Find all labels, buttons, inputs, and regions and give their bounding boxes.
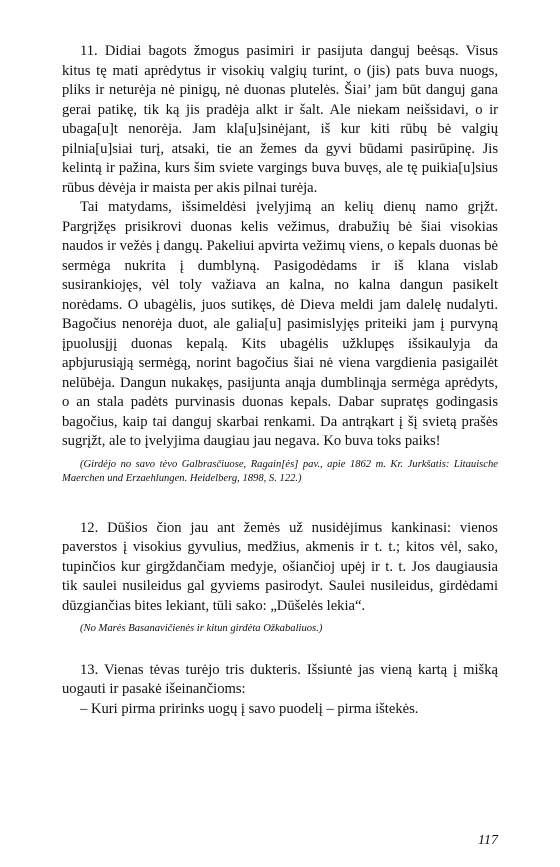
tale-11-paragraph-2: Tai matydams, išsimeldėsi įvelyjimą an kelių dienų namo grįžt. Pargrįžęs prisikrovi duonas kelis vežimus, drabužių bė šiai visokias naudos ir vežės į dangų. Pakeliui apvirta vežimų viens, o kepals duonas bė sermėga nukrita į dumblyną. Pasigodėdams ir iš klana vislab susirankiojęs, vėl toly važiava an kalna, no kalna dangun pasikelt norėdams. O ubagėlis, juos sutikęs, dė Dieva meldi jam dalelę nudalyti. Bagočius nenorėja duot, ale galia[u] pasimislyjęs priteiki jam į purvyną įpuolusįjį duonas kepalą. Kits ubagėlis užklupęs išsikaulyja da apbjurusiąją sermėgą, norint bagočius šiai nė viena vargdienia pasigailėt nelūbėja. Dangun nukakęs, pasijunta anąja dumblinąja sermėga aprėdyts, o an stala padėts purvinasis duonas kepals. Dabar supratęs godingasis bagočius, kaip tai danguj skarbai renkami. Da antrąkart į šį svietą prašės sugrįžt, ale to įvelyjima daugiau jau negava. Ko buva toks paiks! (62, 199, 498, 449)
tale-11-paragraph-1: 11. Didiai bagots žmogus pasimiri ir pasijuta danguj beėsąs. Visus kitus tę mati aprėdytus ir visokių valgių turint, o (jis) pats buva nuogs, pliks ir neturėja nė pinigų, nė duonas plutelės. Šiai’ jam būt danguj gana gerai patikę, tik ką jis pradėja alkt ir šalt. Ale niekam neišsidavi, o ir ubaga[u]t nenorėja. Jam kla[u]sinėjant, iš kur kiti rūbų bė valgių pilnia[u]siai turį, atsaki, tie an žemes da gyvi būdami pasirūpinę. Jis kelintą ir pažina, kurs šim sviete vargings buva buvęs, ale tę puikia[u]sius rūbus dėvėja ir maista per akis pilnai turėja. (62, 43, 498, 196)
tale-13-paragraph-1: 13. Vienas tėvas turėjo tris dukteris. Išsiuntė jas vieną kartą į mišką uogauti ir pasakė išeinančioms: (62, 661, 498, 697)
section-spacer (62, 487, 498, 519)
tale-11-source-note: (Girdėjo no savo tėvo Galbrasčiuose, Ragain[ės] pav., apie 1862 m. Kr. Jurkšatis: Litauische Maerchen und Erzaehlungen. Heidelberg, 1898, S. 122.) (62, 458, 498, 484)
page-number: 117 (478, 833, 498, 848)
section-spacer (62, 637, 498, 661)
tale-12-paragraph-1: 12. Dūšios čion jau ant žemės už nusidėjimus kankinasi: vienos paverstos į visokius gyvulius, medžius, akmenis ir t. t.; kitos vėl, sako, tupinčios kur girgždančiam medyje, ošiančioj upėj ir t. t. Jos daugiausia tik saulei nusileidus gal gyviems pasirodyt. Saulei nusileidus, girdėdami dūzgiančias bites lekiant, tūli sako: „Dūšelės lekia“. (62, 519, 498, 614)
tale-13-dialogue-line: – Kuri pirma pririnks uogų į savo puodelį – pirma ištekės. (80, 700, 419, 717)
tale-12 (62, 519, 498, 637)
page-body (62, 42, 498, 842)
tale-13 (62, 661, 498, 720)
tale-11 (62, 42, 498, 487)
tale-12-source-note: (No Marės Basanavičienės ir kitun girdėta Ožkabaliuos.) (80, 623, 323, 634)
